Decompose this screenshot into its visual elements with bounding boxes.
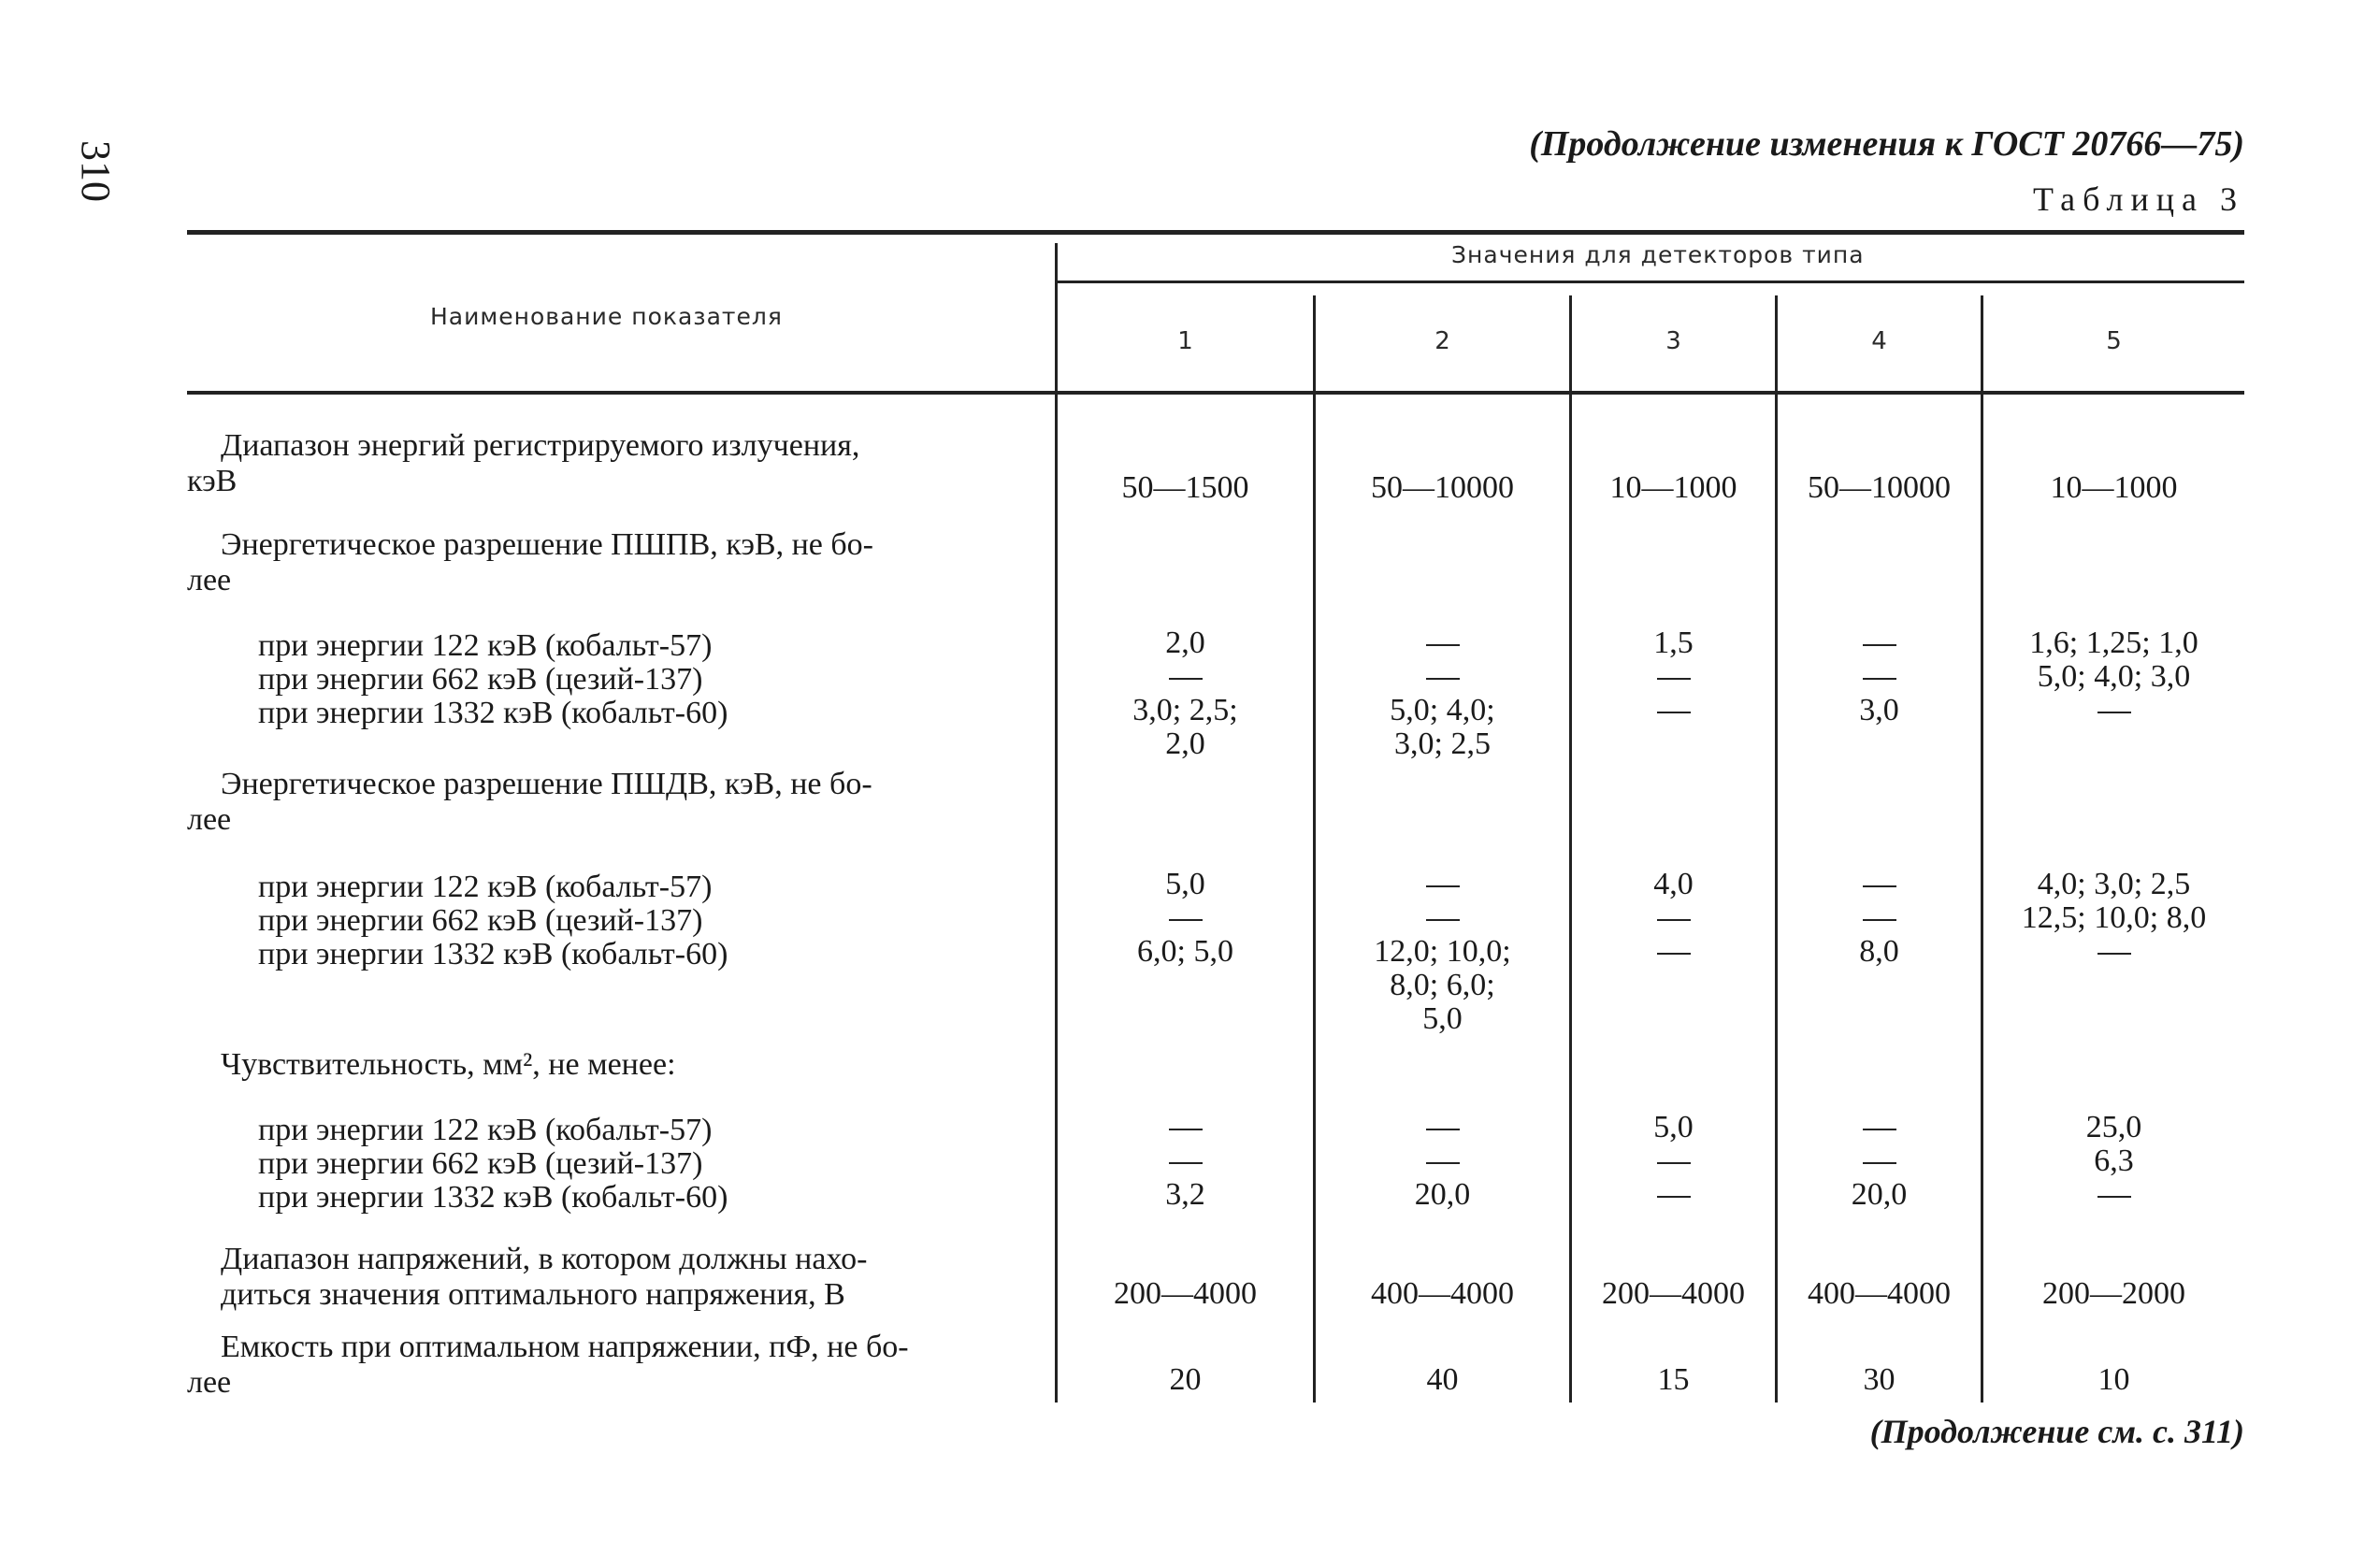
- value-cell: [1778, 1144, 1981, 1178]
- column-divider: [1055, 243, 1058, 1403]
- value-line: 5,0; 4,0; 3,0: [2037, 659, 2191, 694]
- dash-mark: [1657, 712, 1691, 713]
- row-label-continuation: кэВ: [187, 464, 238, 498]
- column-divider: [1313, 295, 1316, 1403]
- value-line: 10—1000: [1609, 470, 1737, 505]
- dash-mark: [1169, 919, 1203, 921]
- value-line: [1983, 694, 2244, 727]
- dash-mark: [1657, 919, 1691, 921]
- value-cell: [1983, 868, 2244, 901]
- value-cell: [1983, 1178, 2244, 1212]
- row-label-continuation: лее: [187, 802, 232, 837]
- value-line: [1778, 626, 1981, 660]
- column-divider: [1981, 295, 1983, 1403]
- value-cell: [1983, 1277, 2244, 1311]
- value-line: 50—10000: [1808, 470, 1951, 505]
- dash-mark: [1657, 1162, 1691, 1164]
- value-cell: [1316, 868, 1569, 901]
- value-line: [1058, 901, 1313, 935]
- value-line: 5,0: [1422, 1001, 1463, 1036]
- value-cell: [1778, 868, 1981, 901]
- value-line: 20,0: [1851, 1177, 1908, 1212]
- value-cell: [1572, 935, 1775, 969]
- document-header: (Продолжение изменения к ГОСТ 20766—75): [1529, 124, 2244, 164]
- value-line: [1983, 1178, 2244, 1212]
- value-cell: [1058, 1178, 1313, 1212]
- value-line: [1778, 1144, 1981, 1178]
- value-line: [1778, 660, 1981, 694]
- value-cell: [1983, 1363, 2244, 1397]
- dash-mark: [1169, 1129, 1203, 1130]
- value-line: [1058, 1111, 1313, 1144]
- column-number: 3: [1665, 327, 1681, 355]
- value-cell: [1778, 1111, 1981, 1144]
- row-label-continuation: лее: [187, 1365, 232, 1400]
- row-label-continuation: лее: [187, 563, 232, 597]
- value-line: [1316, 868, 1569, 901]
- value-line: [1778, 901, 1981, 935]
- value-line: 3,2: [1165, 1177, 1205, 1212]
- value-line: 10: [2097, 1362, 2130, 1397]
- value-line: 6,3: [2094, 1144, 2134, 1178]
- value-cell: [1058, 901, 1313, 935]
- value-cell: [1316, 1111, 1569, 1144]
- row-label: Емкость при оптимальном напряжении, пФ, не бо-: [221, 1330, 909, 1364]
- value-line: 6,0; 5,0: [1137, 934, 1233, 969]
- value-cell: [1572, 1277, 1775, 1311]
- value-line: [1572, 660, 1775, 694]
- column-divider: [1775, 295, 1778, 1403]
- value-line: 1,5: [1653, 626, 1694, 660]
- value-line: 20,0: [1414, 1177, 1471, 1212]
- value-cell: [1058, 694, 1313, 761]
- value-line: 5,0: [1165, 867, 1205, 901]
- row-sublabel: при энергии 1332 кэВ (кобальт-60): [258, 696, 728, 730]
- value-cell: [1983, 471, 2244, 505]
- value-line: 40: [1426, 1362, 1459, 1397]
- value-cell: [1316, 1144, 1569, 1178]
- value-line: [1572, 694, 1775, 727]
- table-top-rule: [187, 230, 2244, 235]
- row-label-continuation: диться значения оптимального напряжения, В: [221, 1277, 845, 1312]
- value-cell: [1058, 626, 1313, 660]
- row-sublabel: при энергии 1332 кэВ (кобальт-60): [258, 937, 728, 971]
- value-line: 20: [1169, 1362, 1202, 1397]
- value-cell: [1316, 660, 1569, 694]
- value-line: 1,6; 1,25; 1,0: [2029, 626, 2198, 660]
- dash-mark: [1426, 678, 1460, 680]
- value-line: 8,0; 6,0;: [1390, 968, 1495, 1002]
- value-cell: [1572, 626, 1775, 660]
- dash-mark: [1169, 1162, 1203, 1164]
- value-cell: [1316, 935, 1569, 1036]
- value-cell: [1316, 694, 1569, 761]
- value-line: 2,0: [1165, 626, 1205, 660]
- value-cell: [1316, 626, 1569, 660]
- value-cell: [1778, 694, 1981, 727]
- value-line: 50—1500: [1121, 470, 1249, 505]
- value-line: [1316, 660, 1569, 694]
- table-caption: Таблица 3: [2033, 180, 2244, 218]
- value-line: 5,0: [1653, 1110, 1694, 1144]
- value-line: [1572, 1178, 1775, 1212]
- value-cell: [1983, 660, 2244, 694]
- value-line: 3,0; 2,5;: [1132, 693, 1238, 727]
- value-line: 400—4000: [1371, 1276, 1514, 1311]
- row-label: Чувствительность, мм², не менее:: [221, 1047, 676, 1082]
- value-cell: [1572, 868, 1775, 901]
- value-cell: [1058, 1363, 1313, 1397]
- value-cell: [1058, 868, 1313, 901]
- value-line: 2,0: [1165, 726, 1205, 761]
- value-line: 4,0: [1653, 867, 1694, 901]
- value-line: [1983, 935, 2244, 969]
- value-line: [1316, 626, 1569, 660]
- value-line: [1316, 901, 1569, 935]
- value-line: [1572, 901, 1775, 935]
- row-sublabel: при энергии 122 кэВ (кобальт-57): [258, 628, 713, 663]
- dash-mark: [1863, 644, 1896, 646]
- column-number: 5: [2106, 327, 2122, 355]
- dash-mark: [2097, 712, 2131, 713]
- value-line: 12,5; 10,0; 8,0: [2021, 900, 2207, 935]
- value-cell: [1316, 901, 1569, 935]
- dash-mark: [1426, 644, 1460, 646]
- row-sublabel: при энергии 1332 кэВ (кобальт-60): [258, 1180, 728, 1215]
- dash-mark: [1863, 919, 1896, 921]
- row-sublabel: при энергии 662 кэВ (цезий-137): [258, 1146, 703, 1181]
- value-line: 10—1000: [2050, 470, 2178, 505]
- value-cell: [1778, 660, 1981, 694]
- dash-mark: [1657, 953, 1691, 955]
- value-cell: [1572, 660, 1775, 694]
- value-cell: [1983, 1111, 2244, 1144]
- column-divider: [1569, 295, 1572, 1403]
- value-line: [1778, 1111, 1981, 1144]
- value-cell: [1778, 935, 1981, 969]
- value-line: [1572, 935, 1775, 969]
- dash-mark: [1657, 678, 1691, 680]
- dash-mark: [2097, 1196, 2131, 1198]
- group-header-rule: [1057, 281, 2244, 283]
- header-bottom-rule: [187, 391, 2244, 395]
- value-cell: [1778, 1277, 1981, 1311]
- row-label: Диапазон энергий регистрируемого излучения,: [221, 428, 860, 463]
- dash-mark: [1863, 1162, 1896, 1164]
- value-line: [1572, 1144, 1775, 1178]
- value-cell: [1778, 626, 1981, 660]
- dash-mark: [1426, 919, 1460, 921]
- value-cell: [1058, 660, 1313, 694]
- dash-mark: [1863, 1129, 1896, 1130]
- page-number: 310: [73, 140, 119, 202]
- specification-table: [187, 230, 2244, 1403]
- column-number: 2: [1434, 327, 1450, 355]
- dash-mark: [1426, 1129, 1460, 1130]
- value-line: 200—2000: [2042, 1276, 2185, 1311]
- value-line: 3,0: [1859, 693, 1899, 727]
- value-cell: [1572, 1111, 1775, 1144]
- value-cell: [1058, 1111, 1313, 1144]
- value-line: 200—4000: [1114, 1276, 1257, 1311]
- row-sublabel: при энергии 122 кэВ (кобальт-57): [258, 1113, 713, 1147]
- value-cell: [1983, 1144, 2244, 1178]
- value-line: 50—10000: [1371, 470, 1514, 505]
- dash-mark: [1657, 1196, 1691, 1198]
- value-cell: [1572, 471, 1775, 505]
- dash-mark: [1426, 1162, 1460, 1164]
- value-cell: [1058, 1277, 1313, 1311]
- row-sublabel: при энергии 662 кэВ (цезий-137): [258, 903, 703, 938]
- value-cell: [1316, 1277, 1569, 1311]
- row-label: Энергетическое разрешение ПШПВ, кэВ, не бо-: [221, 527, 873, 562]
- value-cell: [1572, 901, 1775, 935]
- value-line: [1058, 660, 1313, 694]
- value-cell: [1983, 901, 2244, 935]
- column-number: 1: [1177, 327, 1193, 355]
- value-line: 200—4000: [1602, 1276, 1745, 1311]
- column-number: 4: [1871, 327, 1887, 355]
- value-line: [1316, 1111, 1569, 1144]
- value-cell: [1572, 1144, 1775, 1178]
- value-cell: [1316, 471, 1569, 505]
- value-cell: [1316, 1363, 1569, 1397]
- row-sublabel: при энергии 122 кэВ (кобальт-57): [258, 870, 713, 904]
- dash-mark: [1863, 885, 1896, 887]
- value-line: 30: [1863, 1362, 1896, 1397]
- value-line: 400—4000: [1808, 1276, 1951, 1311]
- row-sublabel: при энергии 662 кэВ (цезий-137): [258, 662, 703, 697]
- value-cell: [1778, 1363, 1981, 1397]
- value-cell: [1058, 935, 1313, 969]
- value-cell: [1058, 1144, 1313, 1178]
- continuation-note: (Продолжение см. с. 311): [1869, 1413, 2244, 1450]
- value-cell: [1983, 694, 2244, 727]
- value-line: 3,0; 2,5: [1394, 726, 1491, 761]
- detector-group-header: Значения для детекторов типа: [1451, 241, 1865, 268]
- value-line: 4,0; 3,0; 2,5: [2037, 867, 2191, 901]
- value-line: 15: [1657, 1362, 1690, 1397]
- value-line: 25,0: [2085, 1110, 2142, 1144]
- value-line: [1058, 1144, 1313, 1178]
- parameter-column-header: Наименование показателя: [430, 303, 783, 330]
- dash-mark: [1169, 678, 1203, 680]
- dash-mark: [1863, 678, 1896, 680]
- value-cell: [1778, 901, 1981, 935]
- value-cell: [1572, 694, 1775, 727]
- value-cell: [1058, 471, 1313, 505]
- dash-mark: [2097, 953, 2131, 955]
- value-cell: [1983, 935, 2244, 969]
- value-cell: [1572, 1178, 1775, 1212]
- value-cell: [1983, 626, 2244, 660]
- row-label: Энергетическое разрешение ПШДВ, кэВ, не бо-: [221, 767, 872, 801]
- value-cell: [1778, 1178, 1981, 1212]
- value-line: 5,0; 4,0;: [1390, 693, 1495, 727]
- value-line: 8,0: [1859, 934, 1899, 969]
- value-cell: [1778, 471, 1981, 505]
- row-label: Диапазон напряжений, в котором должны нахо-: [221, 1242, 868, 1276]
- value-line: [1316, 1144, 1569, 1178]
- value-cell: [1572, 1363, 1775, 1397]
- dash-mark: [1426, 885, 1460, 887]
- value-line: 12,0; 10,0;: [1374, 934, 1511, 969]
- value-line: [1778, 868, 1981, 901]
- value-cell: [1316, 1178, 1569, 1212]
